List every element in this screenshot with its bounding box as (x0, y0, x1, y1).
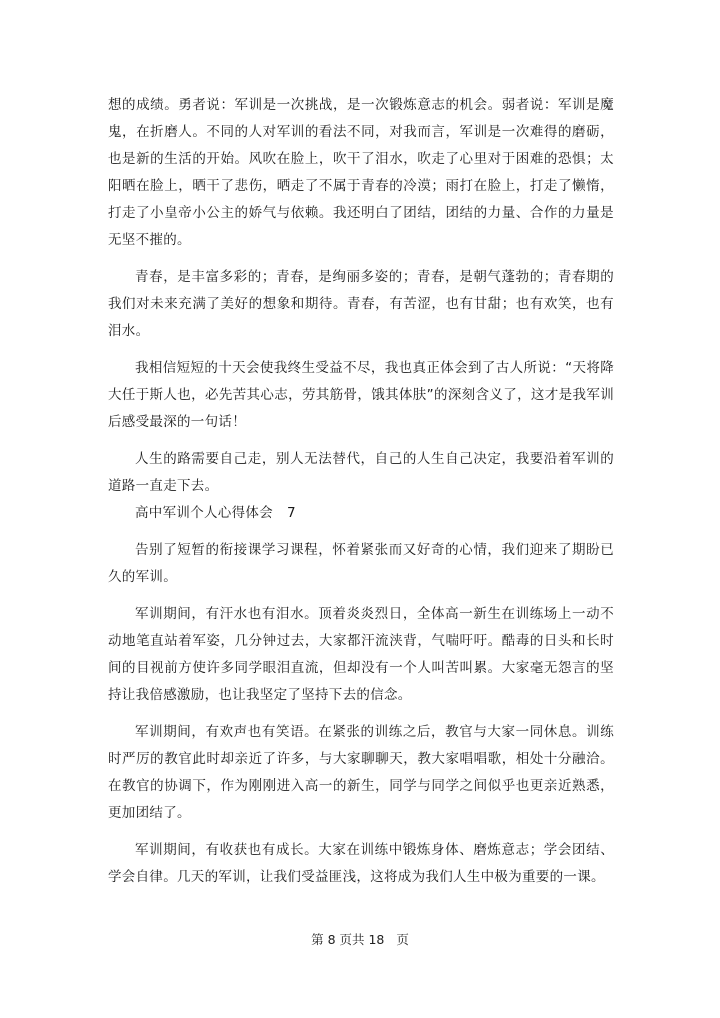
paragraph-2: 青春，是丰富多彩的；青春，是绚丽多姿的；青春，是朝气蓬勃的；青春期的我们对未来充满了美好的想象和期待。青春，有苦涩，也有甘甜；也有欢笑，也有泪水。 (108, 269, 614, 339)
page-number-label: 第 8 页共 18 (311, 932, 385, 947)
section-heading-number: 7 (287, 505, 296, 521)
paragraph-4: 人生的路需要自己走，别人无法替代，自己的人生自己决定，我要沿着军训的道路一直走下去。 (108, 451, 614, 494)
page-footer (0, 930, 720, 950)
section-paragraph-2: 军训期间，有汗水也有泪水。顶着炎炎烈日，全体高一新生在训练场上一动不动地笔直站着军姿，几分钟过去，大家都汗流浃背，气喘吁吁。酷毒的日头和长时间的目视前方使许多同学眼泪直流，但却没有一个人叫苦叫累。大家毫无怨言的坚持让我倍感激励，也让我坚定了坚持下去的信念。 (108, 606, 614, 703)
section-heading-title: 高中军训个人心得体会 (135, 505, 273, 521)
page-number-suffix: 页 (396, 932, 409, 947)
section-paragraph-1: 告别了短暂的衔接课学习课程，怀着紧张而又好奇的心情，我们迎来了期盼已久的军训。 (108, 542, 614, 585)
document-body (108, 92, 614, 891)
section-paragraph-3: 军训期间，有欢声也有笑语。在紧张的训练之后，教官与大家一同休息。训练时严厉的教官此时却亲近了许多，与大家聊聊天，教大家唱唱歌，相处十分融洽。在教官的协调下，作为刚刚进入高一的新生，同学与同学之间似乎也更亲近熟悉，更加团结了。 (108, 724, 614, 821)
paragraph-1: 想的成绩。勇者说：军训是一次挑战，是一次锻炼意志的机会。弱者说：军训是魔鬼，在折磨人。不同的人对军训的看法不同，对我而言，军训是一次难得的磨砺，也是新的生活的开始。风吹在脸上，吹干了泪水，吹走了心里对于困难的恐惧；太阳晒在脸上，晒干了悲伤，晒走了不属于青春的冷漠；雨打在脸上，打走了懒惰，打走了小皇帝小公主的娇气与依赖。我还明白了团结，团结的力量、合作的力量是无坚不摧的。 (108, 97, 614, 248)
section-paragraph-4: 军训期间，有收获也有成长。大家在训练中锻炼身体、磨炼意志；学会团结、学会自律。几天的军训，让我们受益匪浅，这将成为我们人生中极为重要的一课。 (108, 842, 614, 885)
paragraph-3: 我相信短短的十天会使我终生受益不尽，我也真正体会到了古人所说：“天将降大任于斯人也，必先苦其心志，劳其筋骨，饿其体肤”的深刻含义了，这才是我军训后感受最深的一句话！ (108, 360, 614, 430)
section-heading (108, 500, 614, 527)
